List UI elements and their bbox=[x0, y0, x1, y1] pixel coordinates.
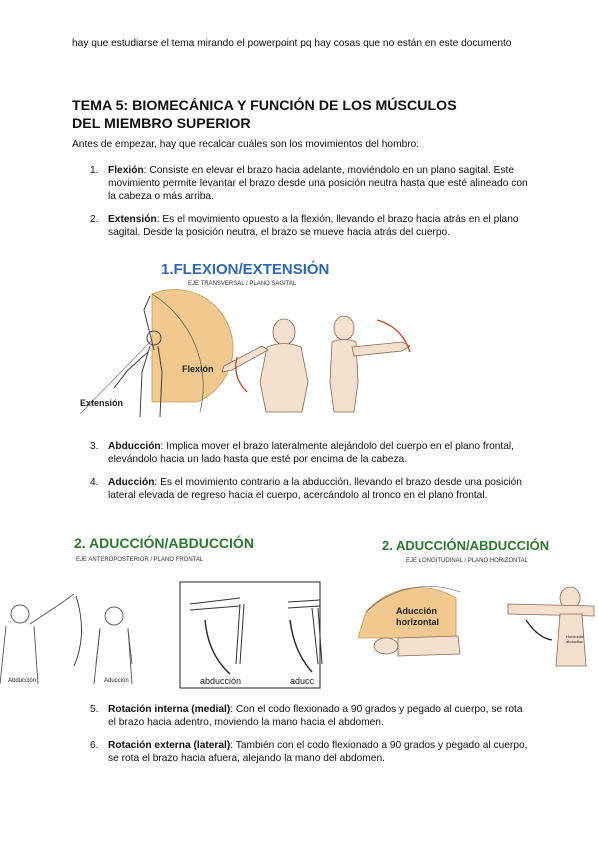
flexion-extension-figure bbox=[72, 252, 420, 428]
adduction-small-label: Aducción bbox=[104, 678, 129, 684]
movement-term: Abducción bbox=[108, 441, 161, 452]
figure3-title: 2. ADUCCIÓN/ABDUCCIÓN bbox=[382, 538, 550, 553]
page-title bbox=[72, 97, 542, 133]
movement-list-a bbox=[72, 164, 532, 249]
movement-list-b bbox=[72, 440, 532, 512]
figure1-subtitle: EJE TRANSVERSAL / PLANO SAGITAL bbox=[188, 281, 297, 287]
movement-term: Rotación interna (medial) bbox=[108, 704, 231, 715]
list-item bbox=[72, 739, 532, 765]
flexion-label: Flexión bbox=[182, 364, 214, 374]
horizontal-adduction-figure bbox=[348, 528, 599, 668]
list-number: 4. bbox=[90, 477, 99, 488]
list-number: 3. bbox=[90, 441, 99, 452]
list-item bbox=[72, 164, 532, 203]
movement-term: Rotación externa (lateral) bbox=[108, 740, 231, 751]
list-item bbox=[72, 476, 532, 502]
abduction-box-label: abducción bbox=[200, 676, 242, 686]
list-item bbox=[72, 440, 532, 466]
list-number: 1. bbox=[90, 165, 99, 176]
adduction-abduction-illustration bbox=[0, 524, 350, 692]
horizontal-label-line2: horizontal bbox=[396, 617, 439, 627]
figure3-subtitle: EJE LONGITUDINAL / PLANO HORIZONTAL bbox=[406, 558, 529, 564]
intro-text: Antes de empezar, hay que recalcar cuáles son los movimientos del hombro: bbox=[72, 139, 420, 150]
list-item bbox=[72, 213, 532, 239]
figure2-subtitle: EJE ANTEROPOSTERIOR / PLANO FRONTAL bbox=[76, 557, 204, 563]
person-figure-3 bbox=[330, 316, 410, 412]
list-number: 5. bbox=[90, 704, 99, 715]
person-standing-small bbox=[508, 587, 594, 666]
small-label-line2: abduction bbox=[566, 639, 584, 644]
movement-desc: : Consiste en elevar el brazo hacia adelante, moviéndolo en un plano sagital. Este movimiento permite levantar el brazo desde una posición neutra hasta que esté alineado con la cabeza o más arriba. bbox=[108, 165, 528, 202]
movement-desc: : Es el movimiento contrario a la abducción, llevando el brazo desde una posición lateral elevada de regreso hacia el cuerpo, acercándolo al tronco en el plano frontal. bbox=[108, 477, 522, 501]
person-lying bbox=[374, 636, 460, 656]
page-title-line1: TEMA 5: BIOMECÁNICA Y FUNCIÓN DE LOS MÚSCULOS bbox=[72, 98, 457, 114]
page-title-line2: DEL MIEMBRO SUPERIOR bbox=[72, 116, 251, 132]
figure1-title: 1.FLEXION/EXTENSIÓN bbox=[161, 261, 330, 278]
movement-term: Flexión bbox=[108, 165, 144, 176]
adduction-box-label: aducc bbox=[290, 676, 315, 686]
list-item bbox=[72, 703, 532, 729]
person-outline-abduction bbox=[0, 594, 74, 684]
movement-desc: : Implica mover el brazo lateralmente alejándolo del cuerpo en el plano frontal, elevándolo hacia un lado hasta que esté por encima de la cabeza. bbox=[108, 441, 515, 465]
movement-desc: : También con el codo flexionado a 90 grados y pegado al cuerpo, se rota el brazo hacia afuera, alejando la mano del abdomen. bbox=[108, 740, 528, 764]
figure2-title: 2. ADUCCIÓN/ABDUCCIÓN bbox=[74, 535, 254, 551]
list-number: 2. bbox=[90, 214, 99, 225]
movement-list-c bbox=[72, 703, 532, 775]
horizontal-adduction-illustration bbox=[348, 528, 599, 668]
movement-desc: : Con el codo flexionado a 90 grados y pegado al cuerpo, se rota el brazo hacia adentro, moviendo la mano hacia el abdomen. bbox=[108, 704, 523, 728]
flexion-extension-illustration bbox=[72, 252, 420, 428]
abduction-small-label: Abducción bbox=[8, 678, 37, 684]
list-number: 6. bbox=[90, 740, 99, 751]
person-outline-adduction bbox=[94, 607, 132, 684]
arrow-icon bbox=[526, 620, 552, 640]
movement-desc: : Es el movimiento opuesto a la flexión, llevando el brazo hacia atrás en el plano sagital. Desde la posición neutra, el brazo se mueve hacia atrás del cuerpo. bbox=[108, 214, 519, 238]
arrow-icon bbox=[74, 596, 82, 666]
horizontal-label-line1: Aducción bbox=[396, 606, 438, 616]
extension-label: Extensión bbox=[80, 398, 124, 408]
movement-term: Extensión bbox=[108, 214, 157, 225]
adduction-abduction-figure bbox=[0, 524, 350, 692]
small-label-line1: Horizontal bbox=[566, 634, 585, 639]
note-text: hay que estudiarse el tema mirando el powerpoint pq hay cosas que no están en este documento bbox=[72, 38, 512, 49]
person-figure-2 bbox=[222, 319, 308, 412]
movement-term: Aducción bbox=[108, 477, 155, 488]
diagram-box bbox=[180, 582, 320, 688]
flexion-arc-shape bbox=[152, 290, 233, 403]
